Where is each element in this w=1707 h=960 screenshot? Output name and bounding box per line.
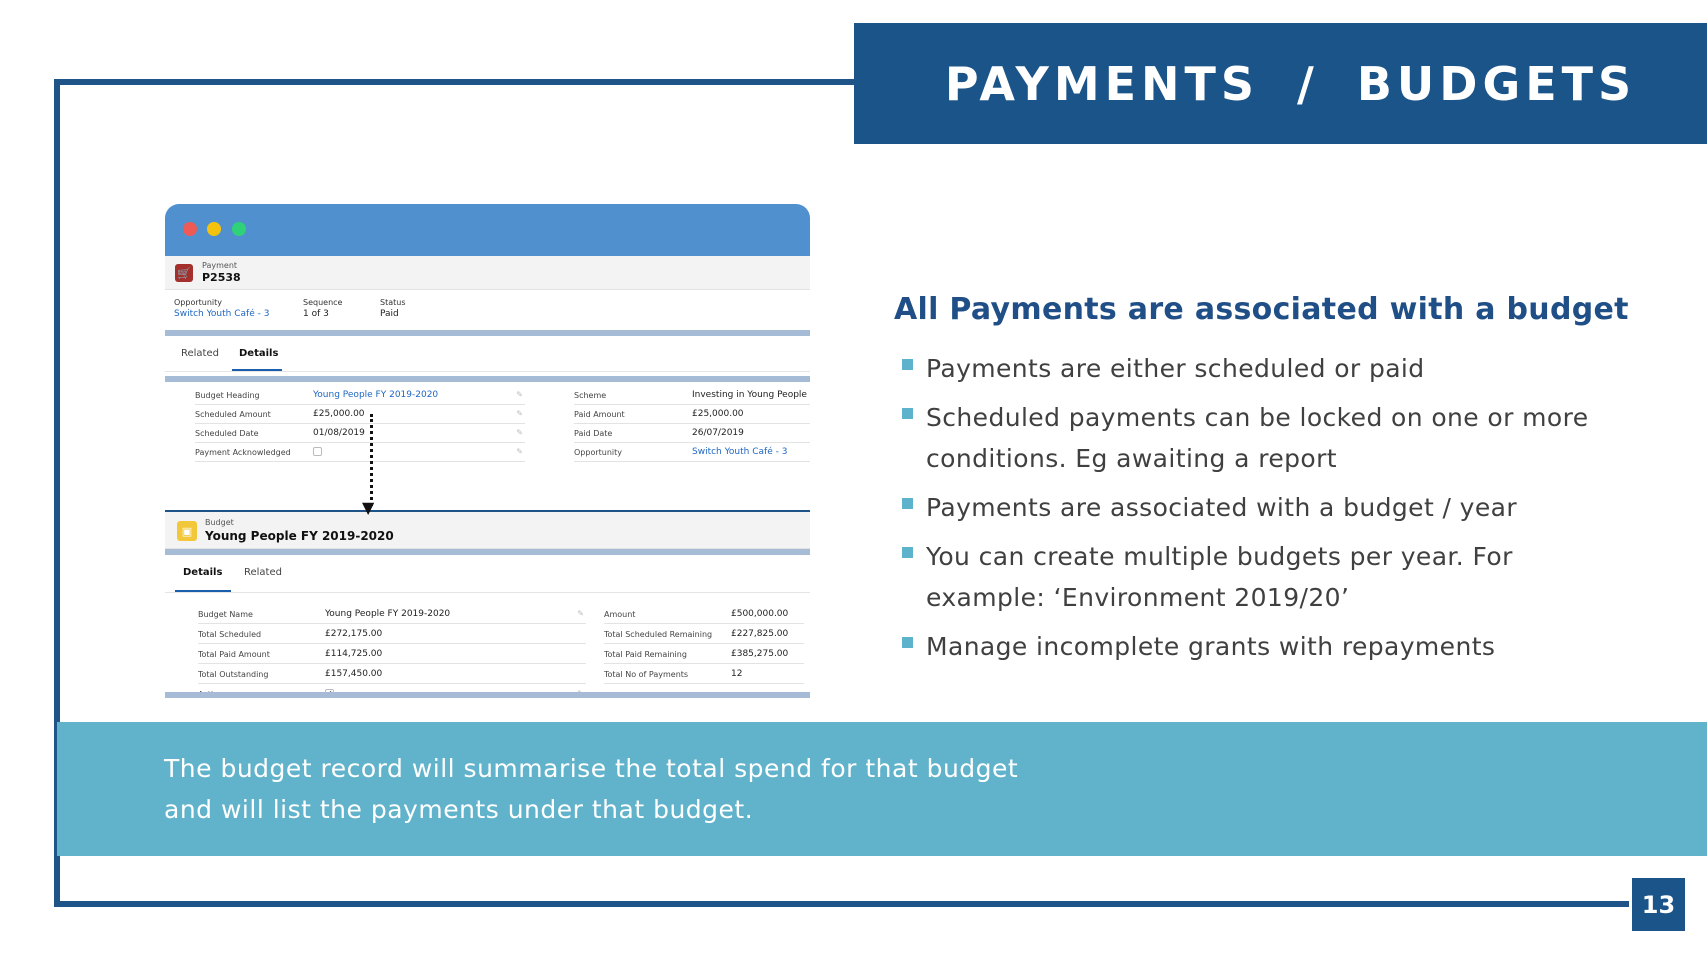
- tab-details[interactable]: Details: [183, 567, 223, 578]
- bullet-item: Manage incomplete grants with repayments: [900, 626, 1620, 667]
- field-row: [574, 443, 810, 462]
- field-label: Total Paid Amount: [198, 650, 270, 659]
- field-row: [574, 424, 810, 443]
- field-label: Paid Date: [574, 429, 613, 438]
- field-row: [604, 605, 804, 624]
- field-row: [198, 665, 586, 684]
- acknowledged-checkbox[interactable]: [313, 447, 322, 459]
- field-label: Total Scheduled Remaining: [604, 630, 713, 639]
- active-tab-indicator: [232, 369, 282, 371]
- field-label: Scheme: [574, 391, 607, 400]
- window-title-bar: [165, 204, 810, 256]
- cart-icon: 🛒: [175, 264, 193, 282]
- title-left: PAYMENTS: [944, 56, 1260, 111]
- field-value: £114,725.00: [325, 649, 383, 659]
- field-value: £500,000.00: [731, 609, 789, 619]
- bullet-list: [900, 348, 1620, 675]
- payment-tabs: [165, 336, 810, 372]
- field-label: Scheduled Amount: [195, 410, 271, 419]
- field-row: [198, 625, 586, 644]
- edit-pencil-icon[interactable]: ✎: [577, 609, 584, 618]
- field-label: Opportunity: [574, 448, 623, 457]
- close-dot-icon[interactable]: [183, 222, 197, 236]
- field-row: [195, 424, 525, 443]
- field-label: Paid Amount: [574, 410, 625, 419]
- record-screenshot: [165, 204, 810, 696]
- field-row: [604, 645, 804, 664]
- field-row: [574, 386, 810, 405]
- field-label: Amount: [604, 610, 636, 619]
- field-row: [195, 405, 525, 424]
- record-type-label: Budget: [205, 518, 234, 527]
- field-label: Budget Name: [198, 610, 253, 619]
- tab-details[interactable]: Details: [239, 348, 279, 359]
- minimize-dot-icon[interactable]: [207, 222, 221, 236]
- highlight-value: Paid: [380, 309, 399, 319]
- active-tab-indicator: [175, 590, 231, 592]
- field-value: £272,175.00: [325, 629, 383, 639]
- payment-header: [165, 256, 810, 290]
- field-value: Young People FY 2019-2020: [325, 609, 451, 619]
- field-label: Total Paid Remaining: [604, 650, 687, 659]
- field-row: [604, 665, 804, 684]
- payment-record-panel: [165, 256, 810, 470]
- record-name: Young People FY 2019-2020: [205, 529, 394, 543]
- field-value: £25,000.00: [313, 409, 365, 419]
- field-value: Investing in Young People: [692, 390, 807, 400]
- budget-heading-link[interactable]: Young People FY 2019-2020: [313, 390, 439, 400]
- section-heading: All Payments are associated with a budget: [894, 292, 1629, 327]
- bullet-item: Scheduled payments can be locked on one or more conditions. Eg awaiting a report: [900, 397, 1620, 479]
- field-value: 01/08/2019: [313, 428, 365, 438]
- field-label: Budget Heading: [195, 391, 260, 400]
- field-row: [574, 405, 810, 424]
- page-number: 13: [1632, 878, 1685, 931]
- highlight-opportunity: [174, 298, 269, 319]
- bullet-item: Payments are either scheduled or paid: [900, 348, 1620, 389]
- edit-pencil-icon[interactable]: ✎: [516, 390, 523, 399]
- divider-stripe: [165, 692, 810, 698]
- highlight-label: Sequence: [303, 298, 343, 307]
- field-value: £227,825.00: [731, 629, 789, 639]
- field-value: 12: [731, 669, 743, 679]
- field-row: [604, 625, 804, 644]
- link-arrow-line: [370, 414, 373, 506]
- highlight-label: Status: [380, 298, 406, 307]
- budget-record-panel: [165, 510, 810, 696]
- field-label: Total Outstanding: [198, 670, 269, 679]
- budget-icon: ▣: [177, 521, 197, 541]
- field-value: £157,450.00: [325, 669, 383, 679]
- highlight-label: Opportunity: [174, 298, 223, 307]
- summary-banner: [57, 722, 1707, 856]
- budget-tabs: [165, 555, 810, 593]
- highlight-value: 1 of 3: [303, 309, 329, 319]
- title-separator: /: [1297, 56, 1319, 111]
- field-row: [198, 605, 586, 624]
- bullet-item: You can create multiple budgets per year. For example: ‘Environment 2019/20’: [900, 536, 1620, 618]
- field-label: Payment Acknowledged: [195, 448, 291, 457]
- field-row: [198, 645, 586, 664]
- field-value: 26/07/2019: [692, 428, 744, 438]
- field-value: £385,275.00: [731, 649, 789, 659]
- opportunity-link[interactable]: Switch Youth Café - 3: [174, 309, 270, 319]
- highlight-status: [380, 298, 406, 319]
- tab-related[interactable]: Related: [244, 567, 282, 578]
- record-type-label: Payment: [202, 261, 238, 270]
- arrow-down-icon: ▼: [362, 498, 375, 517]
- opportunity-link[interactable]: Switch Youth Café - 3: [692, 447, 788, 457]
- budget-header: [165, 512, 810, 549]
- maximize-dot-icon[interactable]: [232, 222, 246, 236]
- field-value: £25,000.00: [692, 409, 744, 419]
- edit-pencil-icon[interactable]: ✎: [516, 409, 523, 418]
- field-label: Total No of Payments: [604, 670, 689, 679]
- bullet-item: Payments are associated with a budget / year: [900, 487, 1620, 528]
- field-row: [195, 443, 525, 462]
- divider-stripe: [165, 376, 810, 382]
- field-label: Total Scheduled: [198, 630, 262, 639]
- slide-title: [854, 23, 1707, 144]
- banner-text: The budget record will summarise the total spend for that budget and will list the payments under that budget.: [164, 754, 1019, 824]
- record-name: P2538: [202, 271, 241, 284]
- highlight-sequence: [303, 298, 342, 319]
- edit-pencil-icon[interactable]: ✎: [516, 428, 523, 437]
- checkbox-box: [313, 447, 322, 456]
- tab-related[interactable]: Related: [181, 348, 219, 359]
- field-label: Scheduled Date: [195, 429, 259, 438]
- title-right: BUDGETS: [1356, 56, 1637, 111]
- edit-pencil-icon[interactable]: ✎: [516, 447, 523, 456]
- field-row: [195, 386, 525, 405]
